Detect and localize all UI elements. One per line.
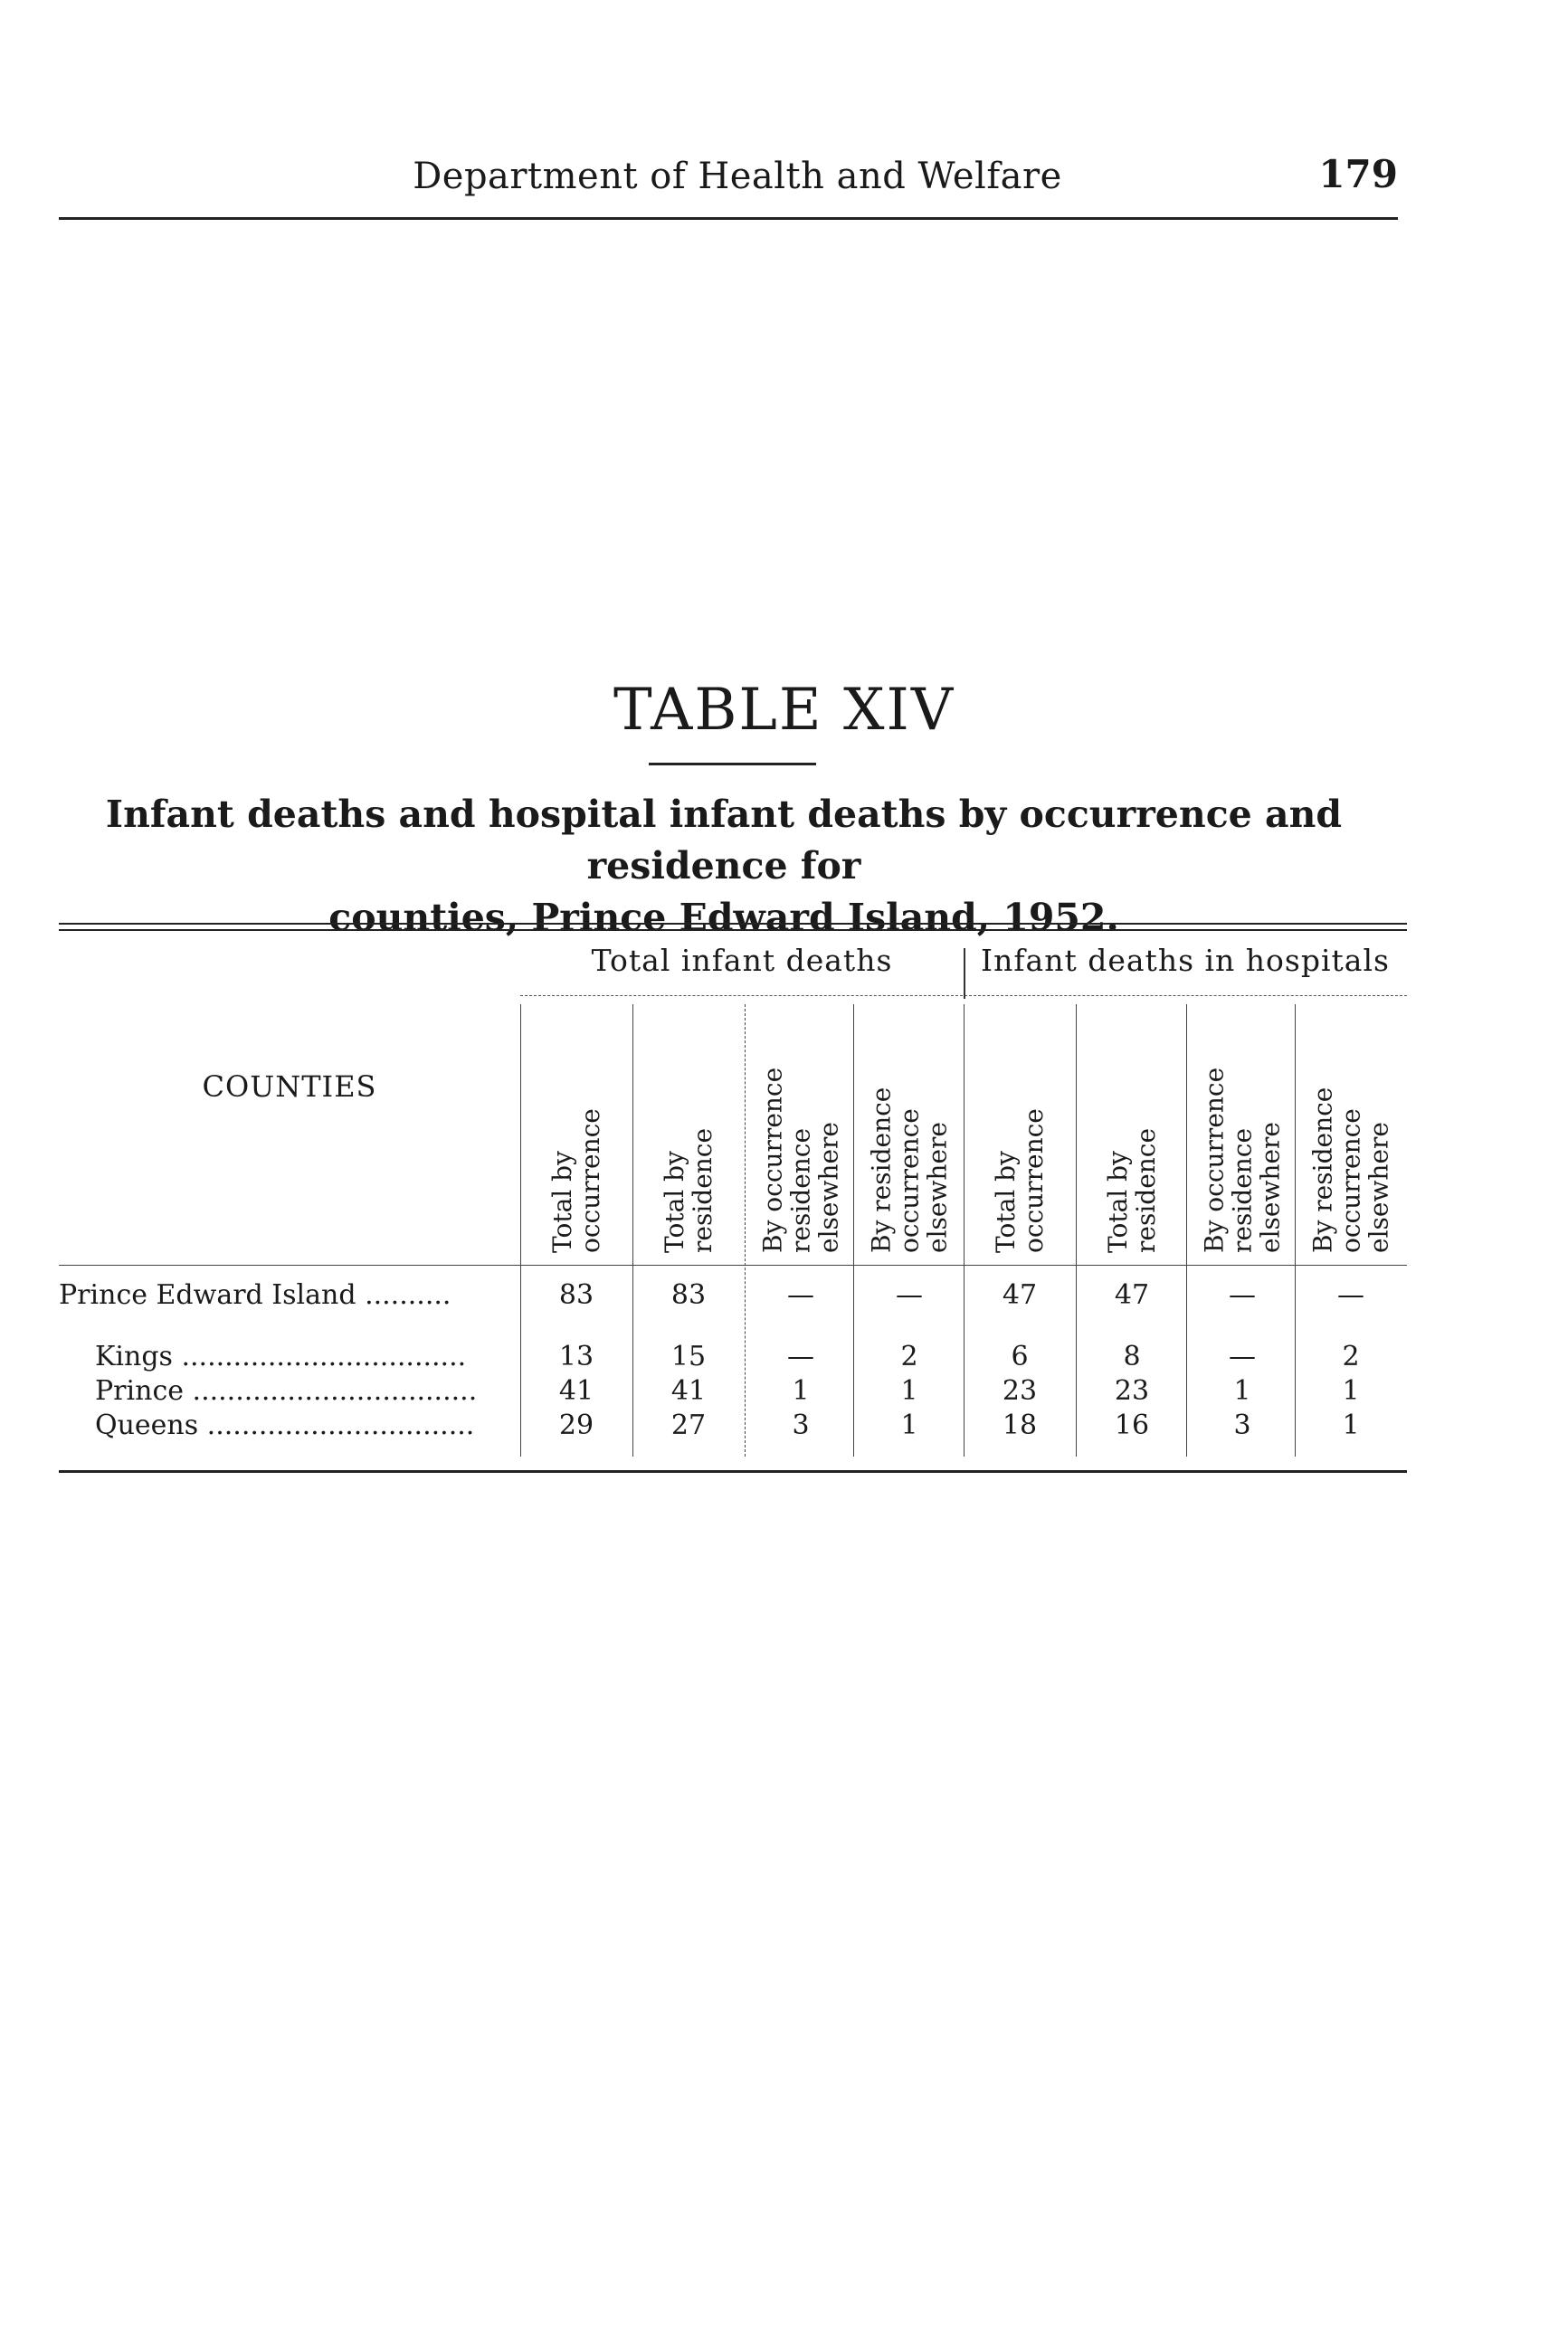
column-header-line: Total by	[547, 1151, 577, 1253]
column-header-line: Total by	[660, 1151, 689, 1253]
row-label: Kings .................................	[95, 1341, 467, 1372]
table-cell: —	[896, 1279, 923, 1311]
table-cell: 2	[900, 1341, 918, 1372]
table-cell: 29	[558, 1410, 594, 1441]
table-bottom-rule	[59, 1470, 1407, 1473]
table-cell: 8	[1123, 1341, 1141, 1372]
table-row	[59, 1341, 1407, 1373]
table-cell: 3	[1233, 1410, 1251, 1441]
data-table	[59, 923, 1407, 1476]
table-cell: 18	[1002, 1410, 1038, 1441]
column-header-line: Total by	[991, 1151, 1021, 1253]
group-header-total-infant-deaths: Total infant deaths	[591, 943, 893, 978]
column-header-line: elsewhere	[1255, 1122, 1286, 1253]
group-header-infant-deaths-in-hospitals: Infant deaths in hospitals	[981, 943, 1390, 978]
table-cell: 1	[1342, 1410, 1360, 1441]
table-top-rule-inner	[59, 929, 1407, 931]
running-head-title: Department of Health and Welfare	[413, 156, 1062, 197]
table-cell: 23	[1114, 1375, 1150, 1407]
table-cell: —	[787, 1341, 814, 1372]
column-header-line: elsewhere	[813, 1122, 844, 1253]
table-number: TABLE XIV	[613, 677, 955, 744]
table-cell: 47	[1002, 1279, 1038, 1311]
column-header-line: By residence	[1307, 1087, 1338, 1253]
table-cell: 16	[1114, 1410, 1150, 1441]
column-header-line: elsewhere	[1364, 1122, 1394, 1253]
caption-line-2: counties, Prince Edward Island, 1952.	[328, 896, 1119, 939]
table-cell: —	[1337, 1279, 1364, 1311]
column-header-by-occurrence-residence-elsewhere	[745, 1004, 857, 1258]
table-cell: —	[1229, 1279, 1256, 1311]
header-divider	[59, 217, 1398, 220]
column-header-line: residence	[785, 1127, 816, 1253]
table-top-rule	[59, 923, 1407, 925]
column-header-line: residence	[688, 1127, 717, 1253]
table-caption	[59, 789, 1389, 944]
table-cell: 1	[792, 1375, 810, 1407]
row-label: Prince Edward Island ..........	[59, 1279, 451, 1311]
column-header-hospital-by-residence-occurrence-elsewhere	[1295, 1004, 1407, 1258]
table-cell: 41	[670, 1375, 707, 1407]
table-cell: —	[1229, 1341, 1256, 1372]
column-header-hospital-by-occurrence-residence-elsewhere	[1186, 1004, 1298, 1258]
column-header-line: By occurrence	[1199, 1067, 1230, 1253]
table-cell: 83	[558, 1279, 594, 1311]
title-divider	[649, 763, 816, 765]
row-label: Queens ...............................	[95, 1410, 475, 1441]
table-cell: —	[787, 1279, 814, 1311]
column-header-line: residence	[1227, 1127, 1258, 1253]
table-cell: 13	[558, 1341, 594, 1372]
column-header-line: occurrence	[1335, 1108, 1366, 1253]
table-cell: 1	[1342, 1375, 1360, 1407]
column-header-line: occurrence	[894, 1108, 925, 1253]
table-row	[59, 1410, 1407, 1442]
stub-header: COUNTIES	[202, 1069, 377, 1104]
table-cell: 41	[558, 1375, 594, 1407]
column-header-line: occurrence	[575, 1108, 605, 1253]
page-number: 179	[1318, 152, 1398, 196]
column-header-line: residence	[1131, 1127, 1161, 1253]
table-cell: 1	[900, 1410, 918, 1441]
table-cell: 23	[1002, 1375, 1038, 1407]
column-header-by-residence-occurrence-elsewhere	[853, 1004, 965, 1258]
column-header-hospital-total-by-occurrence	[964, 1004, 1076, 1258]
column-header-hospital-total-by-residence	[1076, 1004, 1188, 1258]
table-cell: 6	[1011, 1341, 1029, 1372]
table-cell: 47	[1114, 1279, 1150, 1311]
column-header-line: By residence	[866, 1087, 897, 1253]
table-cell: 1	[1233, 1375, 1251, 1407]
table-cell: 83	[670, 1279, 707, 1311]
column-header-line: occurrence	[1019, 1108, 1049, 1253]
caption-line-1: Infant deaths and hospital infant deaths by occurrence and residence for	[105, 793, 1343, 888]
table-cell: 2	[1342, 1341, 1360, 1372]
table-cell: 3	[792, 1410, 810, 1441]
group-separator	[964, 948, 965, 999]
table-row	[59, 1279, 1407, 1312]
table-cell: 1	[900, 1375, 918, 1407]
table-cell: 15	[670, 1341, 707, 1372]
table-row	[59, 1375, 1407, 1408]
header-bottom-rule	[59, 1265, 1407, 1266]
running-head	[59, 152, 1416, 206]
column-header-total-by-occurrence	[520, 1004, 632, 1258]
table-cell: 27	[670, 1410, 707, 1441]
column-header-line: elsewhere	[922, 1122, 953, 1253]
column-header-total-by-residence	[632, 1004, 745, 1258]
column-header-line: Total by	[1103, 1151, 1133, 1253]
row-label: Prince .................................	[95, 1375, 478, 1407]
column-header-line: By occurrence	[757, 1067, 788, 1253]
